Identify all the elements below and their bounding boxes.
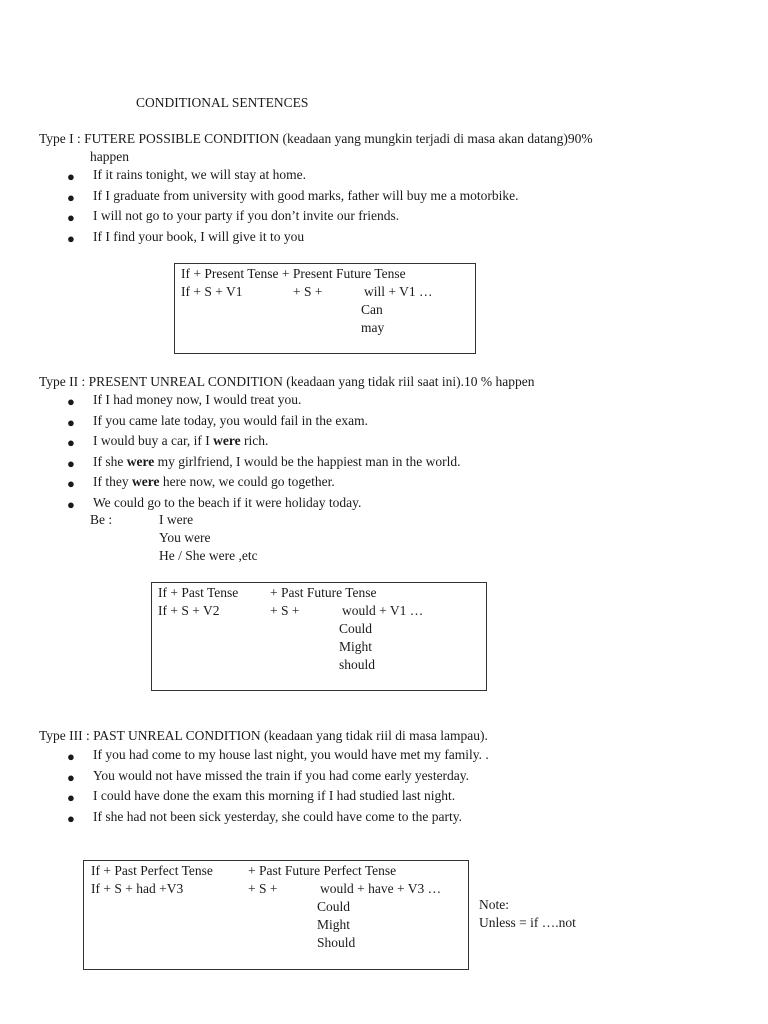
formula-main-verb: would + have + V3 …: [320, 881, 442, 896]
formula-modal-alt: may: [361, 320, 385, 335]
type2-heading: Type II : PRESENT UNREAL CONDITION (keadaan yang tidak riil saat ini).10 % happen: [39, 374, 535, 389]
bullet-icon: ●: [67, 476, 75, 491]
formula-header-main: + Past Future Tense: [270, 585, 377, 600]
type2-example-list: [0, 391, 461, 514]
be-form: I were: [159, 512, 194, 527]
type1-heading: Type I : FUTERE POSSIBLE CONDITION (keadaan yang mungkin terjadi di masa akan datang)90%: [39, 131, 593, 146]
list-item: ● If it rains tonight, we will stay at home.: [67, 167, 306, 184]
note-label: Note:: [479, 897, 509, 912]
list-item: ● If you came late today, you would fail in the exam.: [67, 412, 369, 430]
bullet-icon: ●: [67, 769, 75, 785]
bullet-icon: ●: [67, 496, 75, 512]
formula-if-clause: If + S + had +V3: [91, 881, 184, 896]
be-form: He / She were ,etc: [159, 548, 258, 563]
formula-header-if: If + Past Tense: [158, 585, 239, 600]
formula-modal-alt: Might: [317, 917, 351, 932]
formula-modal-alt: Could: [339, 621, 373, 636]
list-item: ● If she had not been sick yesterday, she could have come to the party.: [67, 808, 462, 826]
list-item: ● If I had money now, I would treat you.: [67, 392, 302, 409]
formula-modal-alt: Can: [361, 302, 383, 317]
formula-modal-alt: Could: [317, 899, 351, 914]
bullet-icon: ●: [67, 189, 75, 205]
list-item: ● I will not go to your party if you don’t invite our friends.: [67, 208, 400, 225]
type3-formula-box: [83, 860, 469, 970]
bullet-icon: ●: [67, 230, 75, 246]
bullet-icon: ●: [67, 435, 75, 450]
page-title: CONDITIONAL SENTENCES: [136, 95, 309, 110]
list-item: ● If they were here now, we could go together.: [67, 474, 335, 491]
formula-subject: + S +: [270, 603, 300, 618]
list-item: ● You would not have missed the train if you had come early yesterday.: [67, 767, 470, 785]
formula-main-verb: will + V1 …: [364, 284, 433, 299]
type3-heading: Type III : PAST UNREAL CONDITION (keadaan yang tidak riil di masa lampau).: [39, 728, 488, 743]
list-item: ● I would buy a car, if I were rich.: [67, 433, 269, 450]
list-item: ● I could have done the exam this morning if I had studied last night.: [67, 788, 456, 805]
list-item: ● If I graduate from university with good marks, father will buy me a motorbike.: [67, 187, 519, 205]
formula-modal-alt: Might: [339, 639, 373, 654]
type1-heading-continued: happen: [90, 149, 129, 164]
list-item: ● We could go to the beach if it were holiday today.: [67, 494, 362, 512]
list-item: ● If you had come to my house last night, you would have met my family. .: [67, 747, 489, 764]
bullet-icon: ●: [67, 810, 75, 826]
be-label: Be :: [90, 512, 113, 527]
formula-subject: + S +: [248, 881, 278, 896]
formula-header: If + Present Tense + Present Future Tense: [181, 266, 406, 281]
formula-header-main: + Past Future Perfect Tense: [248, 863, 397, 878]
note-text: Unless = if ….not: [479, 915, 576, 930]
formula-header-if: If + Past Perfect Tense: [91, 863, 213, 878]
bullet-icon: ●: [67, 790, 75, 805]
formula-modal-alt: Should: [317, 935, 356, 950]
bullet-icon: ●: [67, 394, 75, 409]
formula-subject: + S +: [293, 284, 323, 299]
formula-modal-alt: should: [339, 657, 376, 672]
type1-formula-box: [174, 263, 476, 354]
bullet-icon: ●: [67, 210, 75, 225]
bullet-icon: ●: [67, 455, 75, 471]
formula-main-verb: would + V1 …: [342, 603, 424, 618]
list-item: ● If I find your book, I will give it to you: [67, 228, 305, 246]
formula-if-clause: If + S + V1: [181, 284, 243, 299]
bullet-icon: ●: [67, 414, 75, 430]
bullet-icon: ●: [67, 749, 75, 764]
type1-example-list: [0, 166, 519, 248]
list-item: ● If she were my girlfriend, I would be the happiest man in the world.: [67, 453, 461, 471]
type3-example-list: [0, 746, 489, 828]
formula-if-clause: If + S + V2: [158, 603, 220, 618]
type2-formula-box: [151, 582, 487, 691]
bullet-icon: ●: [67, 169, 75, 184]
be-form: You were: [159, 530, 211, 545]
